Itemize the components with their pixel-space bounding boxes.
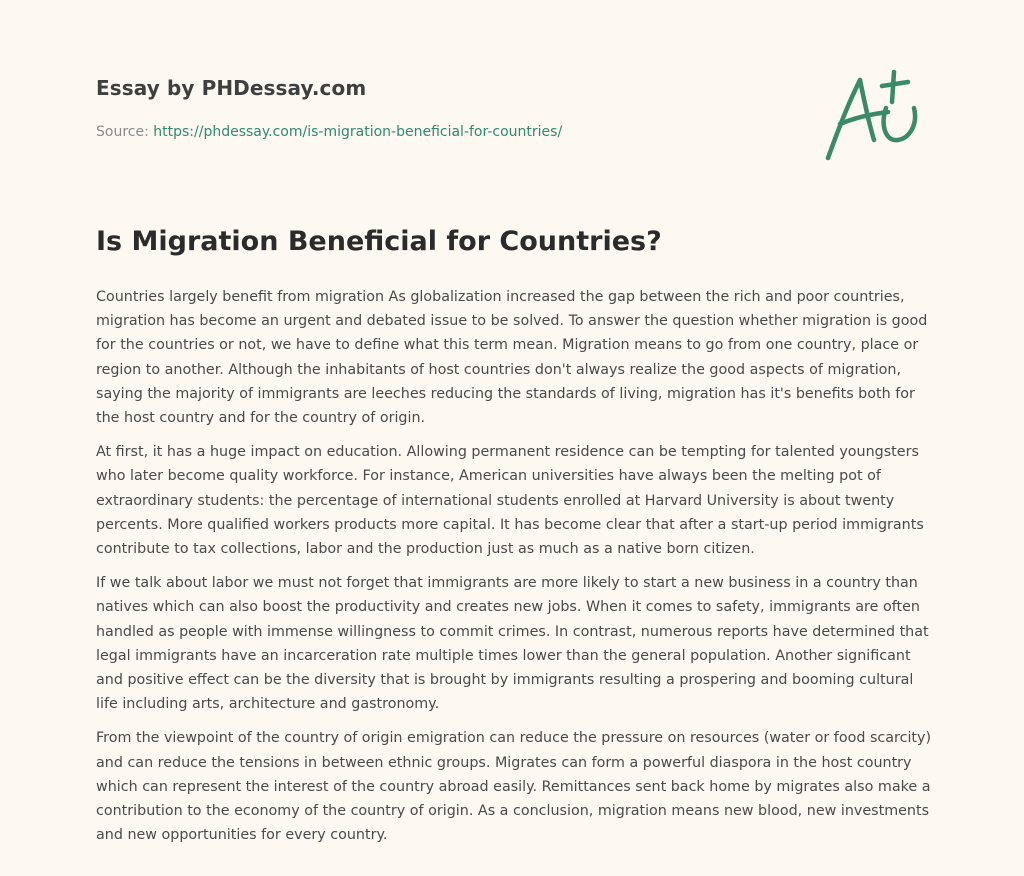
source-line xyxy=(96,124,562,140)
source-link[interactable]: https://phdessay.com/is-migration-beneficial-for-countries/ xyxy=(153,124,563,140)
essay-paragraph: At first, it has a huge impact on education. Allowing permanent residence can be tempting for talented youngsters who later become quality workforce. For instance, American universities have always been the melting pot of extraordinary students: the percentage of international students enrolled at Harvard University is about twenty percents. More qualified workers products more capital. It has become clear that after a start-up period immigrants contribute to tax collections, labor and the production just as much as a native born citizen. xyxy=(96,444,924,558)
brand-title: Essay by PHDessay.com xyxy=(96,76,367,100)
essay-paragraph: Countries largely benefit from migration As globalization increased the gap between the rich and poor countries, migration has become an urgent and debated issue to be solved. To answer the question whether migration is good for the countries or not, we have to define what this term mean. Migration means to go from one country, place or region to another. Although the inhabitants of host countries don't always realize the good aspects of migration, saying the majority of immigrants are leeches reducing the standards of living, migration has it's benefits both for the host country and for the country of origin. xyxy=(96,289,928,427)
essay-title: Is Migration Beneficial for Countries? xyxy=(96,226,662,257)
essay-paragraph: If we talk about labor we must not forget that immigrants are more likely to start a new business in a country than natives which can also boost the productivity and creates new jobs. When it comes to safety, immigrants are often handled as people with immense willingness to commit crimes. In contrast, numerous reports have determined that legal immigrants have an incarceration rate multiple times lower than the general population. Another significant and positive effect can be the diversity that is brought by immigrants resulting a prospering and booming cultural life including arts, architecture and gastronomy. xyxy=(96,575,929,713)
essay-paragraph: From the viewpoint of the country of origin emigration can reduce the pressure on resources (water or food scarcity) and can reduce the tensions in between ethnic groups. Migrates can form a powerful diaspora in the host country which can represent the interest of the country abroad easily. Remittances sent back home by migrates also make a contribution to the economy of the country of origin. As a conclusion, migration means new blood, new investments and new opportunities for every country. xyxy=(96,730,932,844)
a-plus-grade-icon xyxy=(824,68,928,164)
source-label: Source: xyxy=(96,124,149,140)
essay-body xyxy=(96,285,932,857)
